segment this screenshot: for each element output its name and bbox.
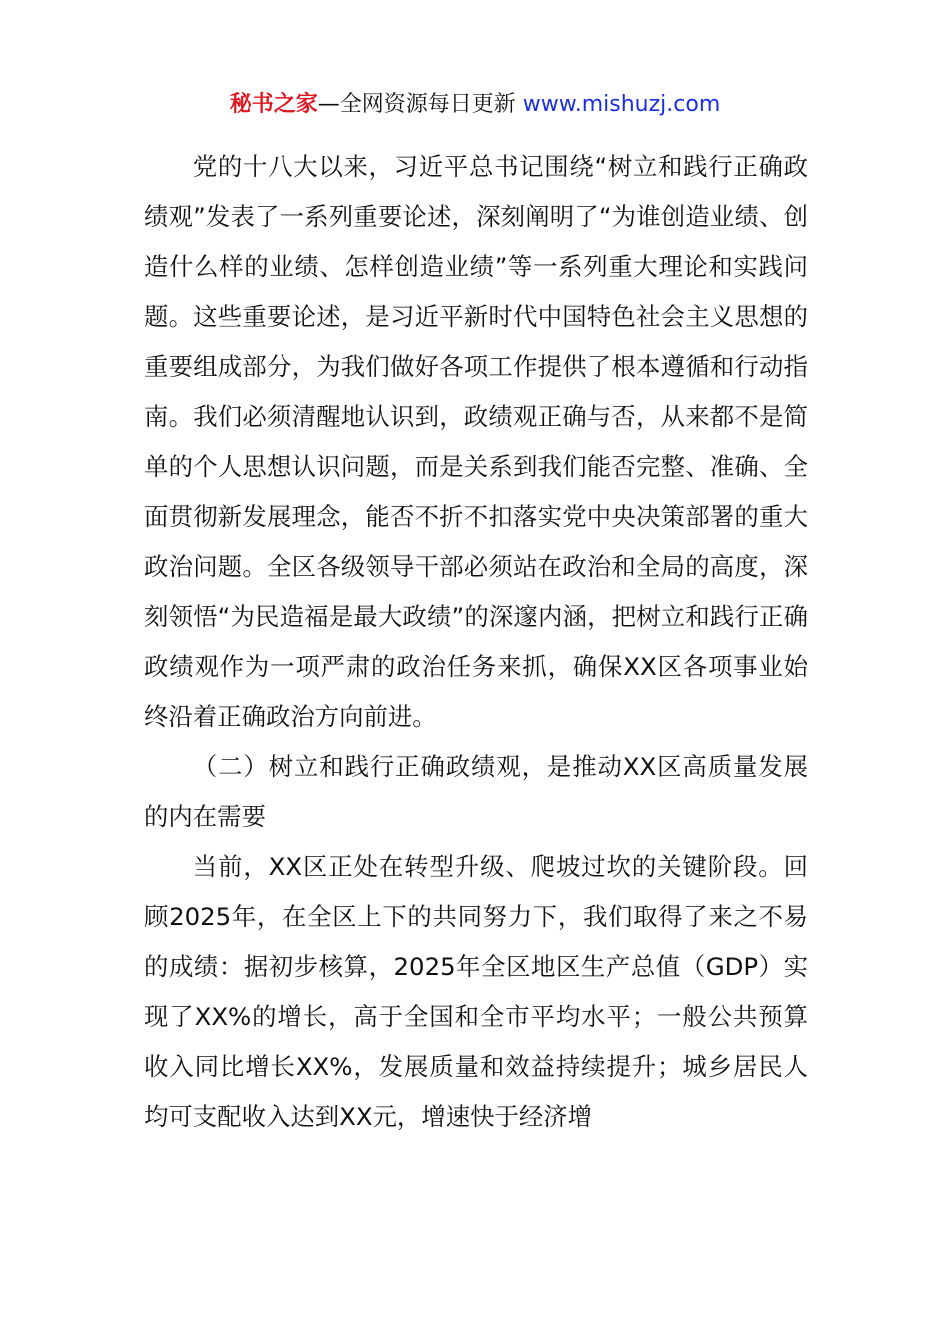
site-brand: 秘书之家	[229, 92, 318, 117]
paragraph-1: 党的十八大以来，习近平总书记围绕“树立和践行正确政绩观”发表了一系列重要论述，深刻阐明了“为谁创造业绩、创造什么样的业绩、怎样创造业绩”等一系列重大理论和实践问题。这些重要论述，是习近平新时代中国特色社会主义思想的重要组成部分，为我们做好各项工作提供了根本遵循和行动指南。我们必须清醒地认识到，政绩观正确与否，从来都不是简单的个人思想认识问题，而是关系到我们能否完整、准确、全面贯彻新发展理念，能否不折不扣落实党中央决策部署的重大政治问题。全区各级领导干部必须站在政治和全局的高度，深刻领悟“为民造福是最大政绩”的深邃内涵，把树立和践行正确政绩观作为一项严肃的政治任务来抓，确保XX区各项事业始终沿着正确政治方向前进。	[144, 152, 808, 731]
site-tagline: 全网资源每日更新	[339, 92, 516, 117]
site-header	[0, 88, 950, 122]
site-url-link[interactable]: www.mishuzj.com	[522, 92, 721, 117]
header-separator: —	[317, 92, 340, 117]
section-heading-2: （二）树立和践行正确政绩观，是推动XX区高质量发展的内在需要	[144, 752, 808, 831]
document-body	[144, 142, 808, 1142]
paragraph-2: 当前，XX区正处在转型升级、爬坡过坎的关键阶段。回顾2025年，在全区上下的共同努力下，我们取得了来之不易的成绩：据初步核算，2025年全区地区生产总值（GDP）实现了XX%的增长，高于全国和全市平均水平；一般公共预算收入同比增长XX%，发展质量和效益持续提升；城乡居民人均可支配收入达到XX元，增速快于经济增	[144, 852, 808, 1131]
